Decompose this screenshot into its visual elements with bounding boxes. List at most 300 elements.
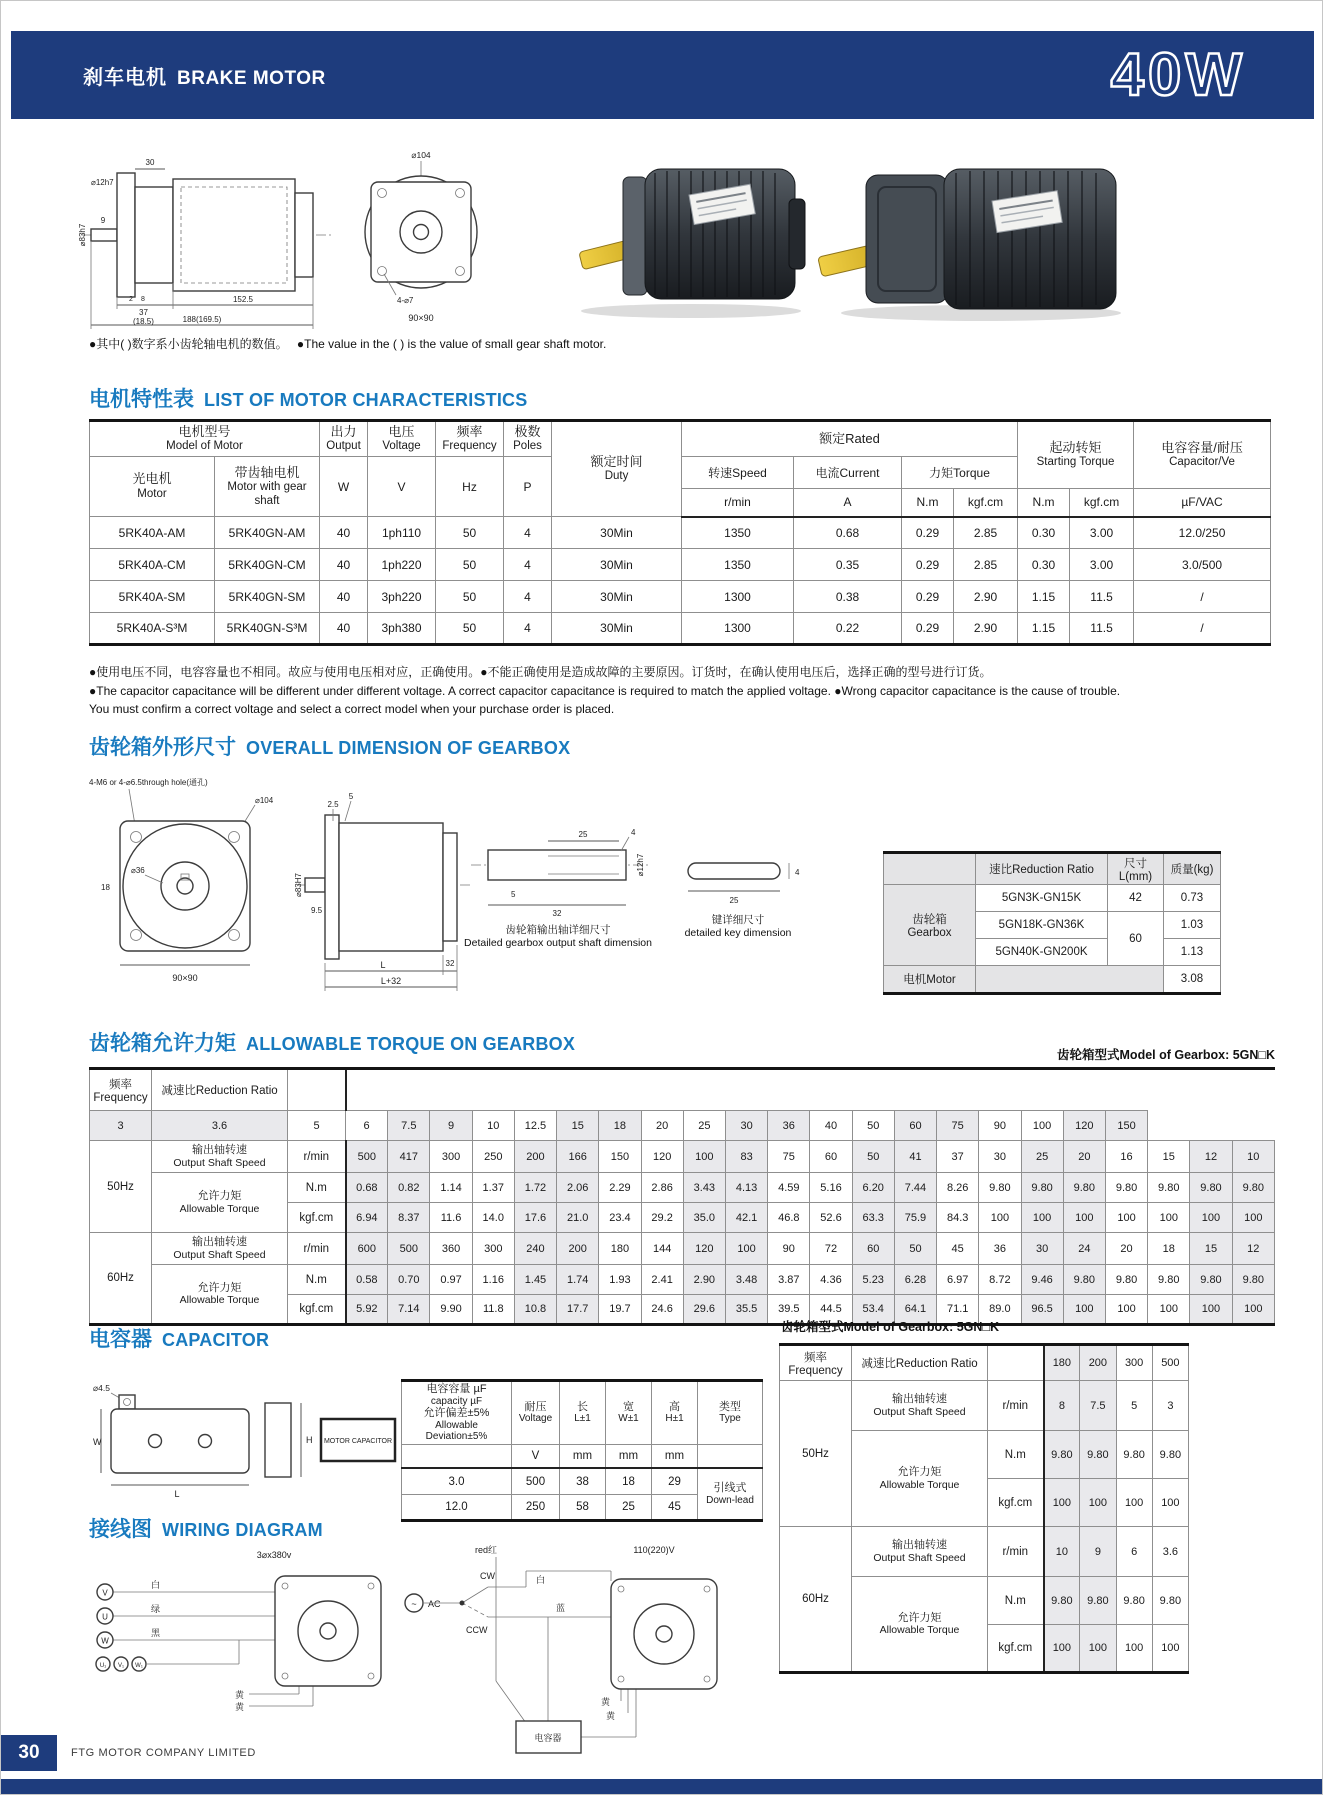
table-cell: 3.6 [152,1111,288,1141]
wd1-voltage: 3⌀x380v [256,1550,292,1560]
table-cell: 1.15 [1018,613,1070,645]
table-cell: 40 [810,1111,852,1141]
dim-32: 32 [445,959,455,968]
key-4: 4 [795,868,800,877]
table-cell: 100 [979,1203,1021,1233]
th-voltage: 电压 Voltage [368,421,436,457]
table-cell: 9.80 [1232,1265,1274,1295]
table-cell: 100 [1116,1625,1152,1673]
cp-cell: 58 [560,1494,606,1520]
shaft-caption-en: Detailed gearbox output shaft dimension [464,937,652,950]
table-cell: 9.80 [1105,1265,1147,1295]
table-cell: 1300 [682,613,794,645]
table-cell: 30Min [552,549,682,581]
cap-H: H [306,1435,313,1445]
table-cell: 6.94 [346,1203,388,1233]
table-cell: 19.7 [599,1295,641,1325]
allowable-torque-table-high-ratio [779,1343,1189,1674]
motor-row-4 [90,613,1271,645]
table-cell: 53.4 [852,1295,894,1325]
table-cell: 100 [1232,1295,1274,1325]
table-cell: / [1134,581,1271,613]
wd1-terminal-v1: V₁ [117,1663,125,1669]
table-cell: 0.82 [388,1173,430,1203]
dim-18: 18 [101,883,110,892]
shaft-detail-figure [463,807,653,950]
table-cell: 9.80 [1232,1173,1274,1203]
table-cell: 40 [320,549,368,581]
header-bar [11,31,1314,119]
th-unit-a: A [794,489,902,517]
table-cell: 100 [1148,1295,1190,1325]
tq1-50hz-speed-row [90,1141,1275,1173]
table-cell: 5.16 [810,1173,852,1203]
table-cell: 63.3 [852,1203,894,1233]
table-cell: 18 [1148,1233,1190,1265]
wiring-diagram-1phase [396,1541,741,1756]
tq2-u-nm-60: N.m [988,1577,1044,1625]
tq1-torque-label-50: 允许力矩 Allowable Torque [152,1173,288,1233]
table-cell: 9.80 [1116,1577,1152,1625]
table-cell: 29.2 [641,1203,683,1233]
table-cell: 17.6 [514,1203,556,1233]
table-cell: 100 [1080,1625,1116,1673]
table-cell: 100 [1044,1625,1080,1673]
table-cell: 100 [683,1141,725,1173]
table-cell: 9.80 [1044,1431,1080,1479]
capacitor-drawing [89,1379,399,1501]
table-cell: 90 [979,1111,1021,1141]
table-cell: 3.00 [1070,549,1134,581]
table-cell: 100 [1190,1295,1232,1325]
table-cell: 4 [504,581,552,613]
table-cell: 36 [768,1111,810,1141]
table-cell: 100 [1152,1479,1188,1527]
gb-weight-3: 1.13 [1164,939,1221,966]
table-cell: / [1134,613,1271,645]
table-cell: 9.80 [1063,1265,1105,1295]
cp-u-mm1: mm [560,1444,606,1468]
power-rating: 40W [1110,41,1246,108]
section3-en: ALLOWABLE TORQUE ON GEARBOX [246,1034,576,1054]
table-cell: 5RK40A-SM [90,581,215,613]
tq1-50hz: 50Hz [90,1141,152,1233]
table-cell: 42.1 [725,1203,767,1233]
table-cell: 40 [320,517,368,549]
cp-h-capacity: 电容容量 µF capacity µF 允许偏差±5% Allowable Deviation±5% [402,1381,512,1445]
key-25: 25 [729,896,739,905]
gearbox-weight-table [883,851,1221,995]
table-cell: 9.80 [1044,1577,1080,1625]
dim-36: ⌀36 [131,866,145,875]
dim-104: ⌀104 [411,150,431,160]
table-cell: 23.4 [599,1203,641,1233]
gb-weight-2: 1.03 [1164,912,1221,939]
table-cell: 4 [504,517,552,549]
table-cell: 2.29 [599,1173,641,1203]
gb-weight-1: 0.73 [1164,885,1221,912]
key-detail-figure [663,837,813,940]
gb-model-1: 5GN3K-GN15K [976,885,1108,912]
gb-label-motor: 电机Motor [884,966,976,994]
tq1-u-rpm-50: r/min [288,1141,346,1173]
th-unit-p: P [504,457,552,517]
tq2-ratio-row [780,1345,1189,1381]
table-cell: 0.30 [1018,517,1070,549]
wd1-yellow1: 黄 [235,1690,245,1700]
table-cell: 10.8 [514,1295,556,1325]
wd2-ac: AC [428,1599,441,1609]
table-cell: 75.9 [894,1203,936,1233]
table-cell: 3.48 [725,1265,767,1295]
page-title-en: BRAKE MOTOR [177,67,326,89]
table-cell: 120 [683,1233,725,1265]
cap-W: W [93,1437,102,1447]
sd-32: 32 [552,909,562,918]
wd1-green: 绿 [151,1604,161,1614]
motor-row-2 [90,549,1271,581]
tq1-ratio-row [90,1111,1275,1141]
table-cell: 6 [1116,1527,1152,1577]
table-cell: 0.29 [902,613,954,645]
table-cell: 100 [1063,1295,1105,1325]
gb-label-gearbox: 齿轮箱 Gearbox [884,885,976,966]
table-cell: 8.37 [388,1203,430,1233]
table-cell: 10 [1232,1141,1274,1173]
table-cell: 50 [852,1111,894,1141]
table-cell: 11.5 [1070,613,1134,645]
tq2-50hz-speed-row [780,1381,1189,1431]
tq2-speed-label-50: 输出轴转速 Output Shaft Speed [852,1381,988,1431]
table-cell: 9.90 [430,1295,472,1325]
table-cell: 100 [1190,1203,1232,1233]
dim-2-5: 2.5 [327,800,339,809]
wd1-terminal-u1: U₁ [99,1663,107,1669]
section1-en: LIST OF MOTOR CHARACTERISTICS [204,390,528,410]
table-cell: 2.06 [557,1173,599,1203]
table-cell: 4.59 [768,1173,810,1203]
table-cell: 120 [1063,1111,1105,1141]
table-cell: 5 [288,1111,346,1141]
gearbox-model-note-1: 齿轮箱型式Model of Gearbox: 5GN□K [1057,1048,1275,1062]
table-cell: 180 [1044,1345,1080,1381]
tq1-60hz-nm-row [90,1265,1275,1295]
bottom-bar [1,1779,1323,1795]
table-cell: 39.5 [768,1295,810,1325]
th-unit-start-kgfcm: kgf.cm [1070,489,1134,517]
table-cell: 200 [1080,1345,1116,1381]
table-cell: 0.29 [902,581,954,613]
table-cell: 2.90 [954,581,1018,613]
table-cell: 20 [641,1111,683,1141]
shaft-caption-cn: 齿轮箱输出轴详细尺寸 [505,924,611,936]
table-cell: 5.92 [346,1295,388,1325]
table-cell: 21.0 [557,1203,599,1233]
table-cell: 10 [1044,1527,1080,1577]
table-cell: 25 [1021,1141,1063,1173]
tq2-u-nm-50: N.m [988,1431,1044,1479]
table-cell: 30 [1021,1233,1063,1265]
key-caption-cn: 键详细尺寸 [711,914,765,926]
cap-d45: ⌀4.5 [93,1383,110,1393]
table-cell: 3.0/500 [1134,549,1271,581]
table-cell: 14.0 [472,1203,514,1233]
table-cell: 0.38 [794,581,902,613]
cp-h-length: 长 L±1 [560,1381,606,1445]
table-cell: 3.6 [1152,1527,1188,1577]
tq1-60hz-speed-row [90,1233,1275,1265]
tq2-u-kgf-60: kgf.cm [988,1625,1044,1673]
table-cell: 1ph110 [368,517,436,549]
cap-L: L [174,1489,180,1499]
table-cell: 4.36 [810,1265,852,1295]
output-shaft-drawing [463,807,653,919]
th-motor: 光电机 Motor [90,457,215,517]
table-cell: 5RK40GN-AM [215,517,320,549]
motor-row-1 [90,517,1271,549]
cp-cell: 45 [652,1494,698,1520]
section4-cn: 电容器 [89,1328,152,1351]
th-unit-start-nm: N.m [1018,489,1070,517]
gb-motor-weight: 3.08 [1164,966,1221,994]
table-cell: 9 [430,1111,472,1141]
th-poles: 极数 Poles [504,421,552,457]
table-cell: 30Min [552,517,682,549]
table-cell: 11.5 [1070,581,1134,613]
capacitor-table [401,1379,763,1522]
tq1-torque-label-60: 允许力矩 Allowable Torque [152,1265,288,1325]
motor-front-dimension-drawing [351,147,491,329]
table-cell: 30 [979,1141,1021,1173]
dim-188: 188(169.5) [182,315,222,324]
table-cell: 50 [894,1233,936,1265]
cp-cell: 500 [512,1468,560,1494]
table-cell: 5.23 [852,1265,894,1295]
th-unit-nm: N.m [902,489,954,517]
th-unit-v: V [368,457,436,517]
table-cell: 1.37 [472,1173,514,1203]
table-cell: 7.5 [1080,1381,1116,1431]
wiring-diagram-3phase [89,1546,389,1716]
table-cell: 7.44 [894,1173,936,1203]
table-cell: 300 [1116,1345,1152,1381]
dim-mount-holes: 4-M6 or 4-⌀6.5through hole(通孔) [89,778,208,787]
table-cell: 500 [388,1233,430,1265]
motor-row-3 [90,581,1271,613]
key-caption-en: detailed key dimension [684,927,792,940]
th-unit-kgfcm: kgf.cm [954,489,1018,517]
dim-18-5: (18.5) [133,317,154,326]
tq1-u-rpm-60: r/min [288,1233,346,1265]
table-cell: 2.85 [954,549,1018,581]
table-cell: 100 [725,1233,767,1265]
table-cell: 144 [641,1233,683,1265]
dim-2: 2 [129,296,133,303]
table-cell: 29.6 [683,1295,725,1325]
section3-cn: 齿轮箱允许力矩 [89,1032,236,1055]
table-cell: 96.5 [1021,1295,1063,1325]
dim-9: 9 [100,216,106,225]
table-cell: 40 [320,581,368,613]
table-cell: 9.80 [1080,1431,1116,1479]
table-cell: 15 [1148,1141,1190,1173]
tq1-u-kgf-50: kgf.cm [288,1203,346,1233]
tq2-u-rpm-50: r/min [988,1381,1044,1431]
table-cell: 5 [1116,1381,1152,1431]
cp-type-cell: 引线式 Down-lead [698,1468,763,1520]
table-cell: 40 [320,613,368,645]
table-cell: 16 [1105,1141,1147,1173]
table-cell: 6.28 [894,1265,936,1295]
table-cell: 50 [436,549,504,581]
table-cell: 11.8 [472,1295,514,1325]
table-cell: 35.5 [725,1295,767,1325]
section-title-motor-characteristics [89,383,527,413]
table-cell: 12 [1232,1233,1274,1265]
table-cell: 1ph220 [368,549,436,581]
table-cell: 50 [436,613,504,645]
wd2-ccw: CCW [466,1625,488,1635]
drawings-note-en: ●The value in the ( ) is the value of small gear shaft motor. [296,337,607,351]
table-cell: 7.5 [388,1111,430,1141]
cp-h-type: 类型 Type [698,1381,763,1445]
th-speed: 转速Speed [682,457,794,489]
table-cell: 5RK40A-CM [90,549,215,581]
table-cell: 20 [1105,1233,1147,1265]
tq1-60hz: 60Hz [90,1233,152,1325]
wd2-yellow1: 黄 [601,1697,611,1707]
gearbox-side-drawing [293,773,478,998]
table-cell: 100 [1116,1479,1152,1527]
table-cell: 9.80 [1152,1577,1188,1625]
cp-h-height: 高 H±1 [652,1381,698,1445]
table-cell: 8.26 [937,1173,979,1203]
table-cell: 1.45 [514,1265,556,1295]
table-cell: 9.80 [979,1173,1021,1203]
wd2-capacitor-box: 电容器 [534,1733,562,1743]
gearbox-model-note-2: 齿轮箱型式Model of Gearbox: 5GN□K [781,1320,999,1334]
gb-blank [884,853,976,885]
table-cell: 600 [346,1233,388,1265]
company-name: FTG MOTOR COMPANY LIMITED [71,1747,256,1759]
th-starting-torque: 起动转矩 Starting Torque [1018,421,1134,489]
table-cell: 100 [1105,1203,1147,1233]
section4-en: CAPACITOR [162,1330,270,1350]
table-cell: 52.6 [810,1203,852,1233]
cp-h-voltage: 耐压 Voltage [512,1381,560,1445]
table-cell: 72 [810,1233,852,1265]
table-cell: 360 [430,1233,472,1265]
drawings-note-cn: ●其中( )数字系小齿轮轴电机的数值。 [89,337,288,351]
table-cell: 1.14 [430,1173,472,1203]
tq2-torque-label-60: 允许力矩 Allowable Torque [852,1577,988,1673]
table-cell: 89.0 [979,1295,1021,1325]
table-cell: 30 [725,1111,767,1141]
table-cell: 3 [1152,1381,1188,1431]
table-cell: 1350 [682,549,794,581]
tq2-h-freq: 频率Frequency [780,1345,852,1381]
table-cell: 500 [1152,1345,1188,1381]
tq2-60hz: 60Hz [780,1527,852,1673]
dim-L32: L+32 [380,976,402,986]
gb-h-ratio: 速比Reduction Ratio [976,853,1108,885]
table-cell: 4 [504,549,552,581]
page-title-cn: 刹车电机 [83,66,167,89]
dim-holes: 4-⌀7 [397,296,414,305]
table-cell: 0.29 [902,549,954,581]
table-cell: 3ph380 [368,613,436,645]
table-cell: 100 [1232,1203,1274,1233]
table-cell: 9.80 [1190,1173,1232,1203]
table-cell: 15 [1190,1233,1232,1265]
table-cell: 4 [504,613,552,645]
table-cell: 41 [894,1141,936,1173]
dim-5: 5 [348,792,354,801]
table-cell: 5RK40A-S³M [90,613,215,645]
table-cell: 50 [436,581,504,613]
table-cell: 500 [346,1141,388,1173]
table-cell: 5RK40GN-SM [215,581,320,613]
table-cell: 9.80 [1190,1265,1232,1295]
table-cell: 46.8 [768,1203,810,1233]
table-cell: 8 [1044,1381,1080,1431]
dim-flange-diameter: ⌀83h7 [78,223,87,247]
table-cell: 24.6 [641,1295,683,1325]
gb-size-23: 60 [1108,912,1164,966]
table-cell: 9 [1080,1527,1116,1577]
dim-shaft-diameter: ⌀12h7 [91,178,114,187]
wd1-terminal-w1: W₁ [135,1663,143,1669]
cp-u-type-blank [698,1444,763,1468]
motor-table-notes [89,663,1279,719]
dim-152-5: 152.5 [232,295,254,304]
table-cell: 5RK40GN-CM [215,549,320,581]
th-output: 出力 Output [320,421,368,457]
wd2-ac-symbol: ~ [411,1599,417,1609]
table-cell: 100 [1152,1625,1188,1673]
table-cell: 0.29 [902,517,954,549]
wd1-yellow2: 黄 [235,1702,245,1712]
th-duty: 额定时间 Duty [552,421,682,517]
cp-u-blank [402,1444,512,1468]
cp-cell: 250 [512,1494,560,1520]
wd1-terminal-u: U [102,1612,108,1622]
table-cell: 84.3 [937,1203,979,1233]
table-cell: 100 [1044,1479,1080,1527]
sd-12h7: ⌀12h7 [636,853,645,877]
table-cell: 100 [1021,1203,1063,1233]
table-cell: 1350 [682,517,794,549]
table-cell: 9.46 [1021,1265,1063,1295]
table-cell: 120 [641,1141,683,1173]
table-cell: 60 [810,1141,852,1173]
table-cell: 6 [346,1111,388,1141]
table-cell: 9.80 [1080,1577,1116,1625]
table-cell: 250 [472,1141,514,1173]
table-cell: 36 [979,1233,1021,1265]
table-cell: 0.70 [388,1265,430,1295]
section-title-gearbox-dimension [89,731,570,761]
tq1-u-kgf-60: kgf.cm [288,1295,346,1325]
table-cell: 180 [599,1233,641,1265]
table-cell: 0.58 [346,1265,388,1295]
dim-9-5: 9.5 [311,906,323,915]
th-current: 电流Current [794,457,902,489]
table-cell: 15 [557,1111,599,1141]
section2-en: OVERALL DIMENSION OF GEARBOX [246,738,571,758]
page-number: 30 [18,1742,40,1763]
table-cell: 0.68 [346,1173,388,1203]
